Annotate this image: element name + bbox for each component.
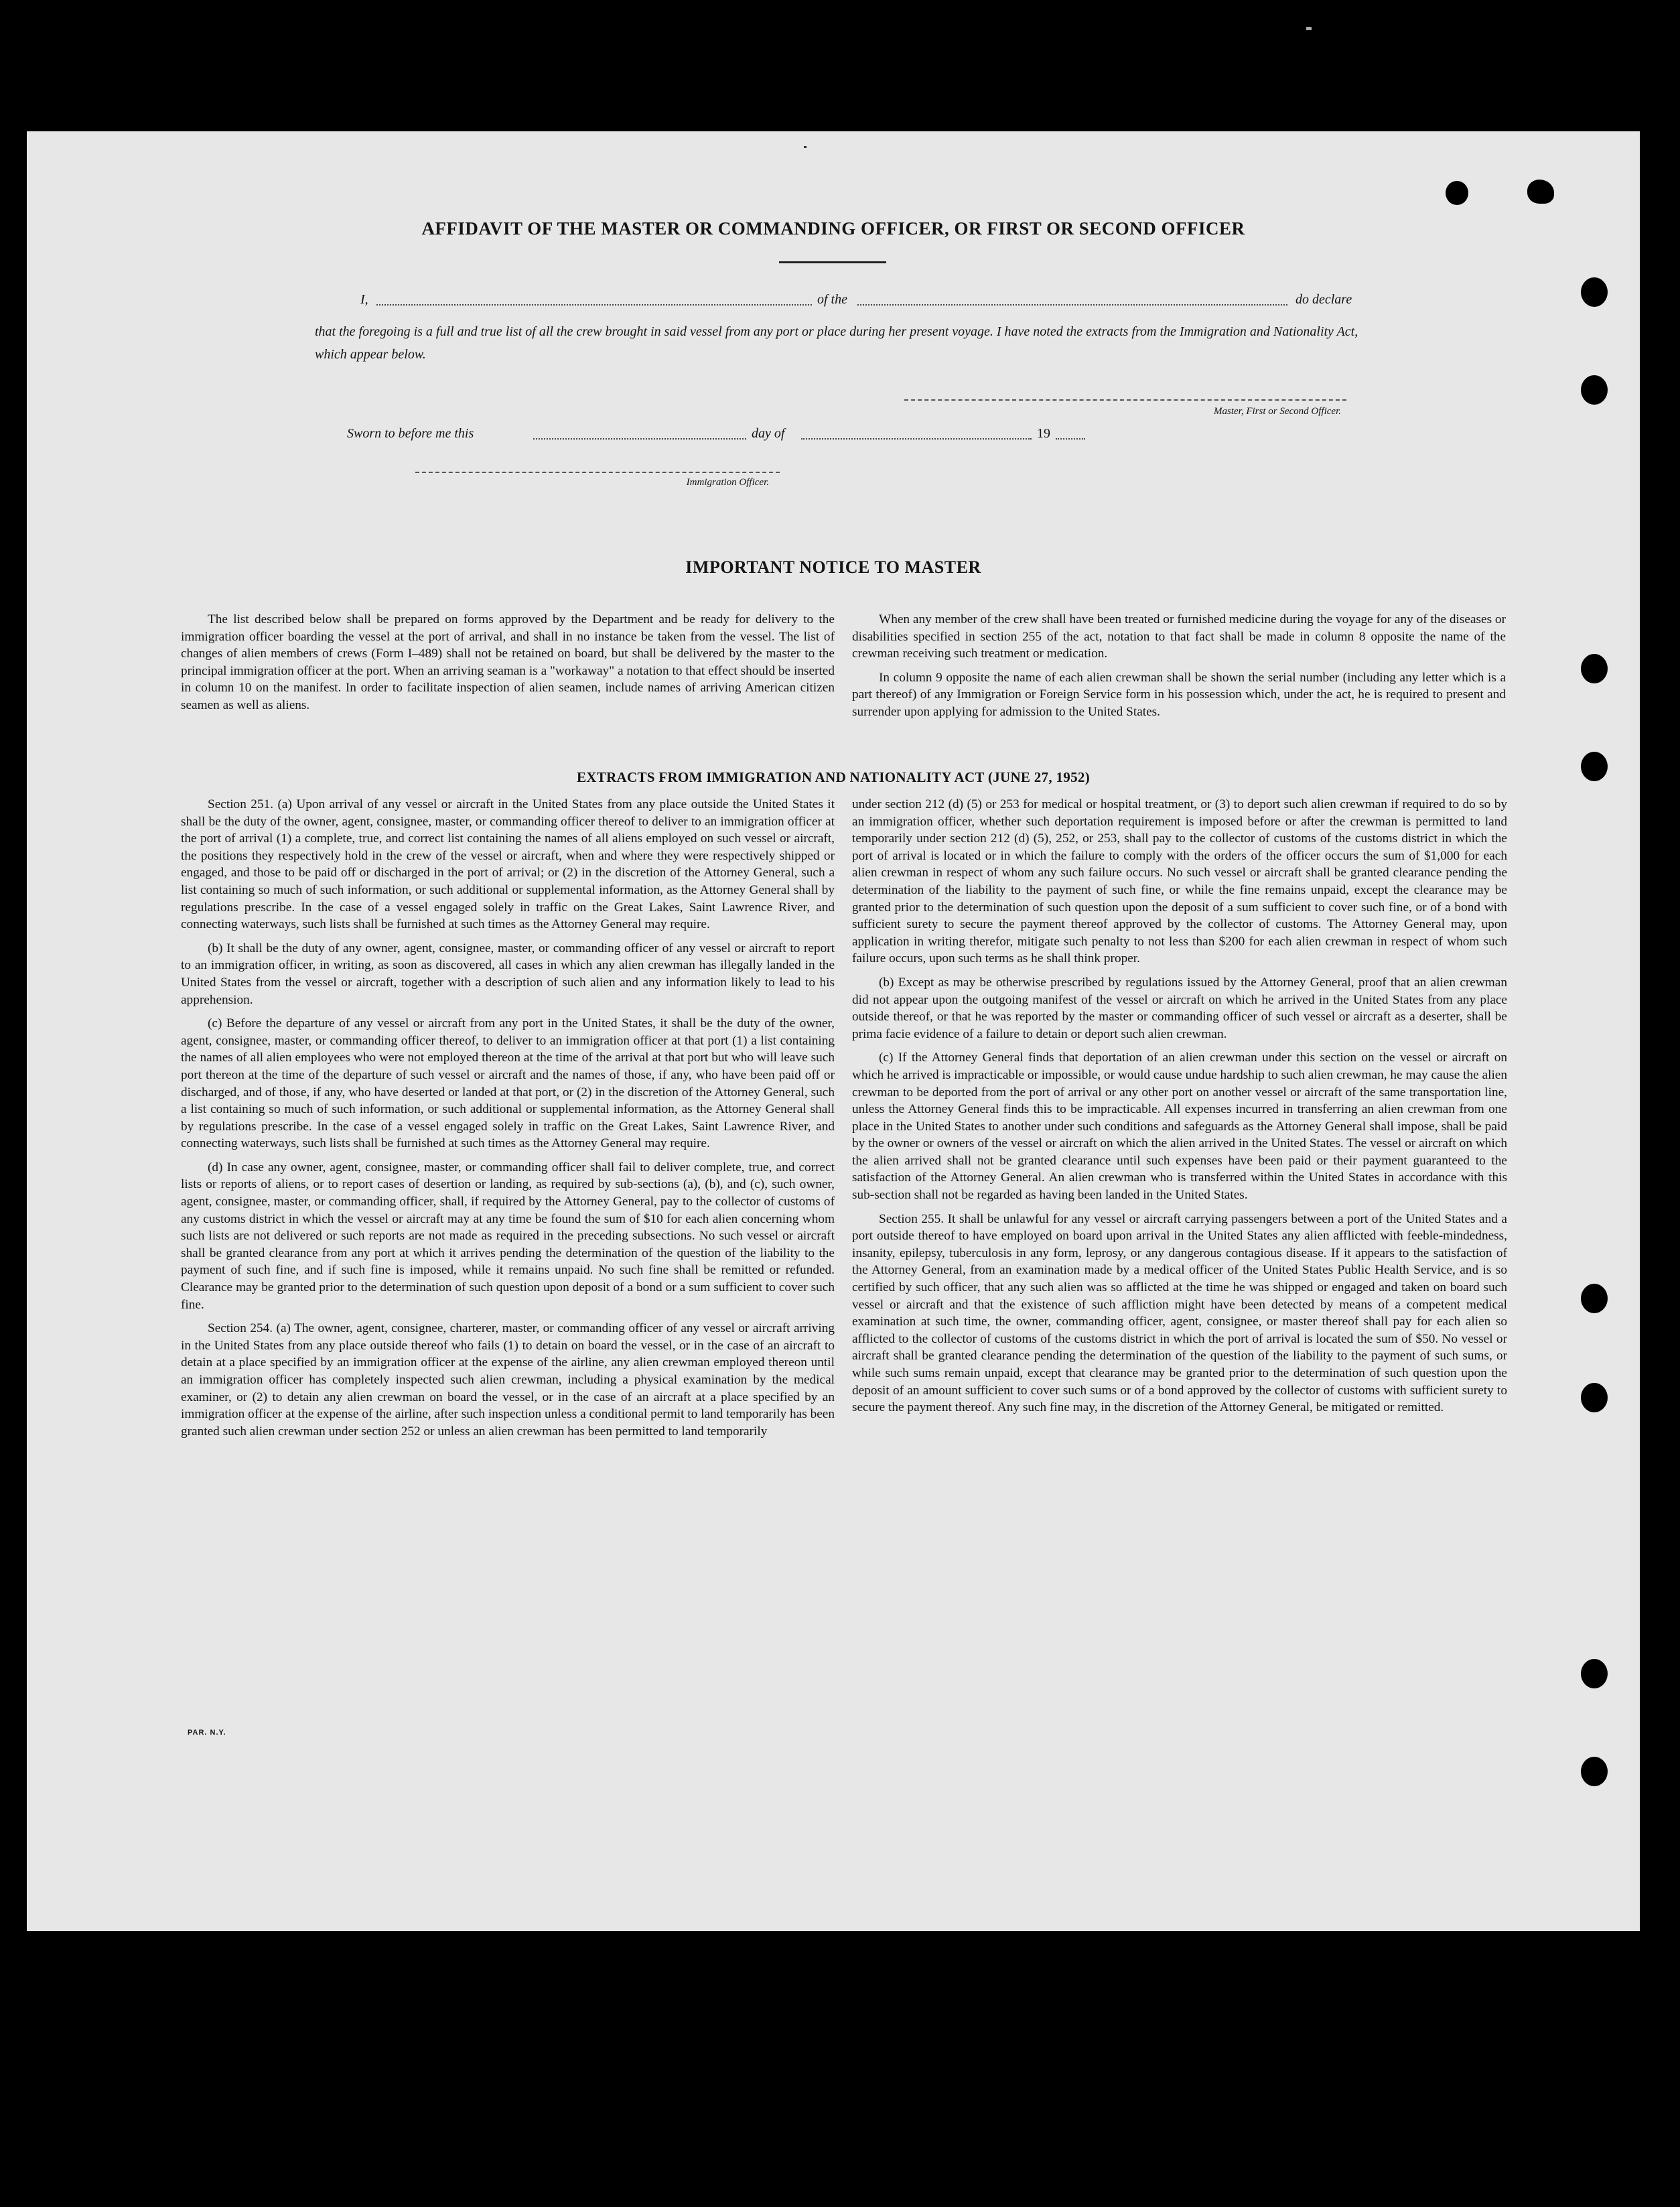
year-prefix: 19 xyxy=(1037,426,1050,441)
notice-left-column xyxy=(181,611,835,714)
speck xyxy=(804,146,807,148)
notice-title: IMPORTANT NOTICE TO MASTER xyxy=(685,557,981,577)
section-251b: (b) It shall be the duty of any owner, agent, consignee, master, or commanding officer of any vessel or aircraft to report to an immigration officer, in writing, as soon as discovered, all cases in which any alien crewman has illegally landed in the United States from the vessel or aircraft, together with a description of such alien and any information likely to lead to his apprehension. xyxy=(181,941,835,1007)
section-254b: (b) Except as may be otherwise prescribed by regulations issued by the Attorney General, proof that an alien crewman did not appear upon the outgoing manifest of the vessel or aircraft on which he arrived in the United States from any place outside thereof, or that he was reported by the master or commanding officer of such vessel or aircraft as a deserter, shall be prima facie evidence of a failure to detain or deport such alien crewman. xyxy=(852,975,1507,1041)
extracts-left-column xyxy=(181,796,835,1440)
affidavit-title: AFFIDAVIT OF THE MASTER OR COMMANDING OFFICER, OR FIRST OR SECOND OFFICER xyxy=(421,218,1245,239)
day-of-label: day of xyxy=(752,426,785,441)
immigration-officer-caption: Immigration Officer. xyxy=(686,477,769,488)
binder-hole xyxy=(1581,375,1608,405)
section-251a: Section 251. (a) Upon arrival of any vessel or aircraft in the United States from any place outside the United States it shall be the duty of the owner, agent, consignee, master, or commanding officer thereof to deliver to an immigration officer at the port of arrival (1) a complete, true, and correct list containing the names of all aliens employed on such vessel or aircraft, the positions they respectively hold in the crew of the vessel or aircraft, when and where they were respectively shipped or engaged, and those to be paid off or discharged in the port of arrival; or (2) in the discretion of the Attorney General, such a list containing so much of such information, or such additional or supplemental information, as the Attorney General shall by regulations prescribe. In the case of a vessel engaged solely in traffic on the Great Lakes, Saint Lawrence River, and connecting waterways, such lists shall be furnished at such times as the Attorney General may require. xyxy=(181,797,835,932)
form-page xyxy=(27,131,1640,1931)
extracts-right-column xyxy=(852,796,1507,1416)
section-254a-continued: under section 212 (d) (5) or 253 for medical or hospital treatment, or (3) to deport such alien crewman if required to do so by an immigration officer, whether such deportation requirement is imposed before or after the crewman is permitted to land temporarily under section 212 (d) (5), 252, or 253, shall pay to the collector of customs of the customs district in which the port of arrival is located or in which the failure to comply with the orders of the officer occurs the sum of $1,000 for each alien crewman in respect of whom any such failure occurs. No such vessel or aircraft shall be granted clearance pending the determination of the liability to the payment of such fine, or while the fine remains unpaid, except the clearance may be granted prior to the determination of such question upon the deposit of a sum sufficient to cover such fine, or of a bond with sufficient surety to secure the payment thereof approved by the collector of customs. The Attorney General may, upon application in writing therefor, mitigate such penalty to not less than $200 for each alien crewman in respect of whom such failure occurs, upon such terms as he shall think proper. xyxy=(852,797,1507,966)
notice-paragraph: When any member of the crew shall have been treated or furnished medicine during the voyage for any of the diseases or disabilities specified in section 255 of the act, notation to that fact shall be made in column 8 opposite the name of the crewman receiving such treatment or medication. xyxy=(852,612,1506,661)
binder-hole xyxy=(1581,1383,1608,1412)
title-rule xyxy=(779,261,886,263)
binder-hole-top-left xyxy=(1446,181,1468,205)
master-signature-caption: Master, First or Second Officer. xyxy=(1214,406,1341,417)
section-254a: Section 254. (a) The owner, agent, consignee, charterer, master, or commanding officer of any vessel or aircraft arriving in the United States from any place outside thereof who fails (1) to detain on board the vessel, or in the case of an aircraft to detain at a place specified by an immigration officer at the expense of the airline, any alien crewman employed thereon until an immigration officer has completely inspected such alien crewman, including a physical examination by the medical examiner, or (2) to detain any alien crewman on board the vessel, or in the case of an aircraft at a place specified by an immigration officer at the expense of the airline, after such inspection unless a conditional permit to land temporarily has been granted such alien crewman under section 252 or unless an alien crewman has been permitted to land temporarily xyxy=(181,1321,835,1439)
speck xyxy=(1306,27,1312,30)
immigration-officer-signature-line[interactable] xyxy=(415,472,780,473)
notice-right-column xyxy=(852,611,1506,721)
notice-paragraph: In column 9 opposite the name of each alien crewman shall be shown the serial number (including any letter which is a part thereof) of any Immigration or Foreign Service form in his possession which, under the act, he is required to present and surrender upon applying for admission to the United States. xyxy=(852,670,1506,719)
sworn-year-field[interactable] xyxy=(1056,426,1085,444)
declarant-name-field[interactable] xyxy=(376,292,812,310)
sworn-day-field[interactable] xyxy=(533,426,746,444)
section-255: Section 255. It shall be unlawful for any vessel or aircraft carrying passengers between a port of the United States and a port outside thereof to have employed on board upon arrival in the United States any alien afflicted with feeble-mindedness, insanity, epilepsy, tuberculosis in any form, leprosy, or any dangerous contagious disease. If it appears to the satisfaction of the Attorney General, from an examination made by a medical officer of the United States Public Health Service, and is so certified by such officer, that any such alien was so afflicted at the time he was shipped or engaged and taken on board such vessel or aircraft and that the existence of such affliction might have been detected by means of a competent medical examination at such time, the owner, commanding officer, agent, consignee, or master thereof shall pay for each alien so afflicted to the collector of customs of the customs district in which the port of arrival is located the sum of $50. No vessel or aircraft shall be granted clearance pending the determination of the question of the liability to the payment of such sums, or while such sums remain unpaid, except that clearance may be granted prior to the determination of such question upon the deposit of an amount sufficient to cover such sums or of a bond approved by the collector of customs with sufficient surety to secure the payment thereof. Any such fine may, in the discretion of the Attorney General, be mitigated or remitted. xyxy=(852,1211,1507,1415)
sworn-label: Sworn to before me this xyxy=(347,426,474,441)
extracts-title: EXTRACTS FROM IMMIGRATION AND NATIONALITY ACT (JUNE 27, 1952) xyxy=(577,769,1090,785)
binder-hole xyxy=(1581,277,1608,307)
binder-hole xyxy=(1581,1659,1608,1688)
section-251d: (d) In case any owner, agent, consignee, master, or commanding officer shall fail to deliver complete, true, and correct lists or reports of aliens, or to report cases of desertion or landing, as required by sub-sections (a), (b), and (c), such owner, agent, consignee, master, or commanding officer, shall, if required by the Attorney General, pay to the collector of customs of any customs district in which the vessel or aircraft may at any time be found the sum of $10 for each alien concerning whom such lists are not delivered or such reports are not made as required in the preceding subsections. No such vessel or aircraft shall be granted clearance from any port at which it arrives pending the determination of the question of the liability to the payment of such fine, and if such fine is imposed, while it remains unpaid. No such fine shall be remitted or refunded. Clearance may be granted prior to the determination of such question upon deposit of a bond or a sum sufficient to cover such fine. xyxy=(181,1160,835,1312)
notice-paragraph: The list described below shall be prepared on forms approved by the Department and be ready for delivery to the immigration officer boarding the vessel at the port of arrival, and shall in no instance be taken from the vessel. The list of changes of alien members of crews (Form I–489) shall not be retained on board, but shall be delivered by the master to the principal immigration officer at the port. When an arriving seaman is a "workaway" a notation to that effect should be inserted in column 10 on the manifest. In order to facilitate inspection of alien seamen, include names of arriving American citizen seamen as well as aliens. xyxy=(181,612,835,712)
binder-hole xyxy=(1581,1284,1608,1313)
do-declare-label: do declare xyxy=(1296,292,1352,307)
binder-hole xyxy=(1581,654,1608,683)
master-signature-line[interactable] xyxy=(904,399,1346,401)
declaration-text: that the foregoing is a full and true list of all the crew brought in said vessel from any port or place during her present voyage. I have noted the extracts from the Immigration and Nationality Act, which appear below. xyxy=(315,324,1358,362)
vessel-name-field[interactable] xyxy=(857,292,1287,310)
of-the-label: of the xyxy=(817,292,847,307)
binder-hole xyxy=(1581,1757,1608,1786)
sworn-month-field[interactable] xyxy=(801,426,1032,444)
sworn-line xyxy=(347,426,1218,446)
section-251c: (c) Before the departure of any vessel or aircraft from any port in the United States, it shall be the duty of the owner, agent, consignee, master, or commanding officer thereof, to deliver to an immigration officer at that port (1) a list containing the names of all alien employees who were not employed thereon at the time of the arrival at that port but who will leave such port thereon at the time of the departure of such vessel or aircraft and the names of those, if any, who have been paid off or discharged, and of those, if any, who have deserted or landed at that port, or (2) in the discretion of the Attorney General, such a list containing so much of such information, or such additional or supplemental information, as the Attorney General shall by regulations prescribe. In the case of a vessel engaged solely in traffic on the Great Lakes, Saint Lawrence River, and connecting waterways, such lists shall be furnished at such times as the Attorney General may require. xyxy=(181,1016,835,1151)
section-254c: (c) If the Attorney General finds that deportation of an alien crewman under this section on the vessel or aircraft on which he arrived is impracticable or impossible, or would cause undue hardship to such alien crewman, he may cause the alien crewman to be deported from the port of arrival or any other port on another vessel or aircraft of the same transportation line, unless the Attorney General finds this to be impracticable. All expenses incurred in transferring an alien crewman from one place in the United States to another under such conditions and safeguards as the Attorney General shall impose, shall be paid by the owner or owners of the vessel or aircraft on which the alien arrived in the United States. The vessel or aircraft on which the alien arrived shall not be granted clearance until such expenses have been paid or their payment guaranteed to the satisfaction of the Attorney General. An alien crewman who is transferred within the United States in accordance with this sub-section shall not be regarded as having been landed in the United States. xyxy=(852,1051,1507,1203)
declarant-label: I, xyxy=(360,292,368,307)
print-code: PAR. N.Y. xyxy=(188,1729,226,1737)
binder-hole-top-right xyxy=(1527,180,1554,204)
